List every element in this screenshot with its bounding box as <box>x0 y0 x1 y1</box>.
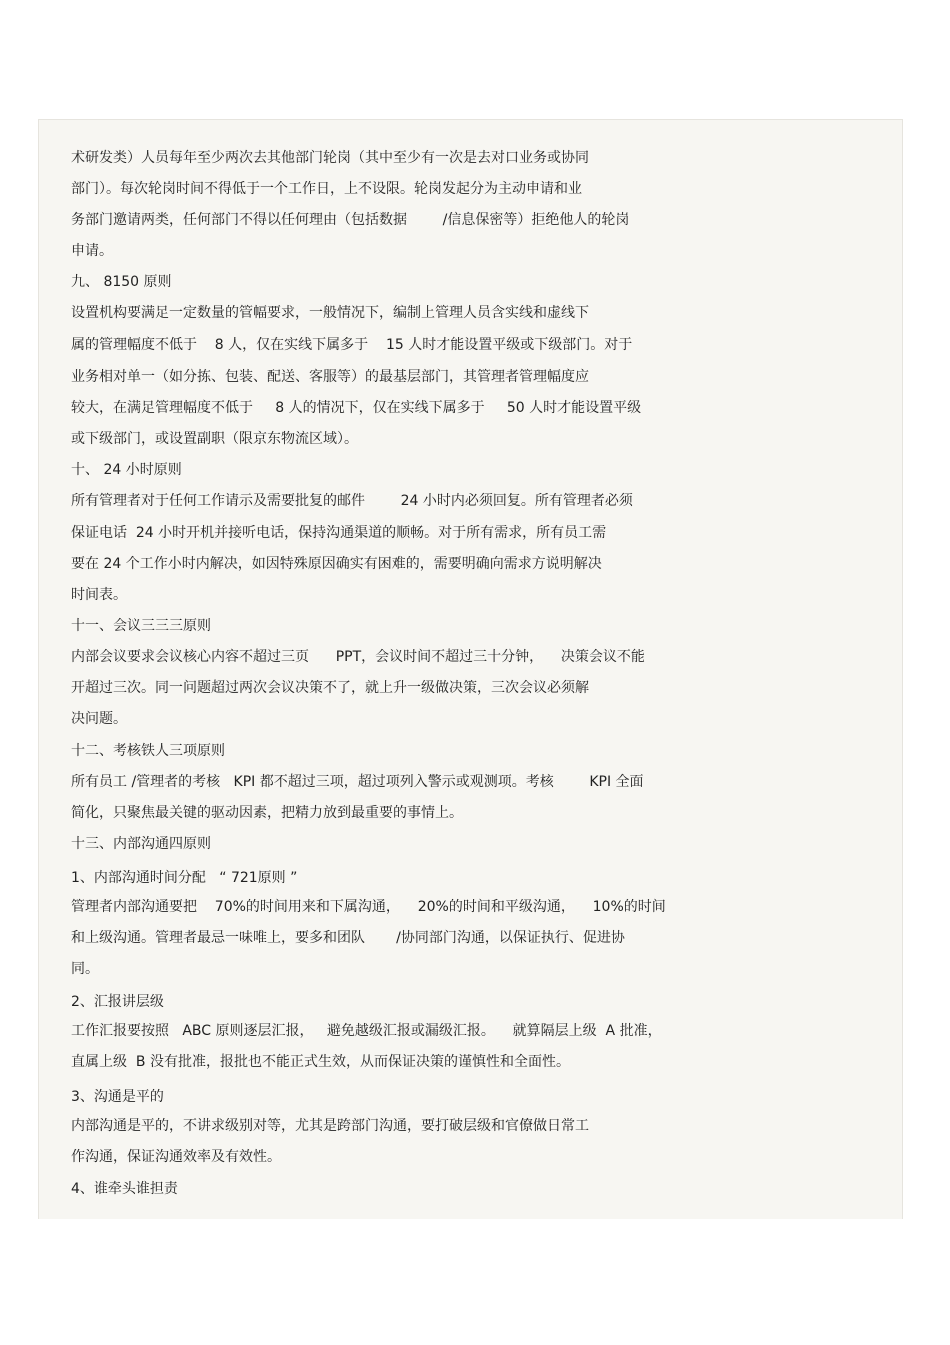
paragraph-line: 所有管理者对于任何工作请示及需要批复的邮件 24 小时内必须回复。所有管理者必须 <box>71 493 633 509</box>
paragraph-line: 务部门邀请两类，任何部门不得以任何理由（包括数据 /信息保密等）拒绝他人的轮岗 <box>71 212 630 228</box>
section-heading: 十三、内部沟通四原则 <box>71 836 211 852</box>
paragraph-line: 所有员工 /管理者的考核 KPI 都不超过三项，超过项列入警示或观测项。考核 KPI 全面 <box>71 774 644 790</box>
paragraph-line: 设置机构要满足一定数量的管幅要求，一般情况下，编制上管理人员含实线和虚线下 <box>71 305 589 321</box>
document-page <box>38 119 903 1219</box>
section-heading: 十二、考核铁人三项原则 <box>71 743 225 759</box>
paragraph-line: 保证电话 24 小时开机并接听电话，保持沟通渠道的顺畅。对于所有需求，所有员工需 <box>71 525 607 541</box>
section-heading: 十一、会议三三三原则 <box>71 618 211 634</box>
paragraph-line: 业务相对单一（如分拣、包装、配送、客服等）的最基层部门，其管理者管理幅度应 <box>71 369 589 385</box>
paragraph-line: 时间表。 <box>71 587 127 603</box>
paragraph-line: 决问题。 <box>71 711 127 727</box>
subsection-heading: 1、内部沟通时间分配 “ 721原则 ” <box>71 870 298 886</box>
subsection-heading: 3、沟通是平的 <box>71 1089 164 1105</box>
paragraph-line: 申请。 <box>71 243 113 259</box>
paragraph-line: 管理者内部沟通要把 70%的时间用来和下属沟通， 20%的时间和平级沟通， 10%的时间 <box>71 899 666 915</box>
paragraph-line: 属的管理幅度不低于 8 人，仅在实线下属多于 15 人时才能设置平级或下级部门。对于 <box>71 337 633 353</box>
paragraph-line: 部门）。每次轮岗时间不得低于一个工作日，上不设限。轮岗发起分为主动申请和业 <box>71 181 582 197</box>
paragraph-line: 术研发类）人员每年至少两次去其他部门轮岗（其中至少有一次是去对口业务或协同 <box>71 150 589 166</box>
paragraph-line: 要在 24 个工作小时内解决，如因特殊原因确实有困难的，需要明确向需求方说明解决 <box>71 556 602 572</box>
paragraph-line: 开超过三次。同一问题超过两次会议决策不了，就上升一级做决策，三次会议必须解 <box>71 680 589 696</box>
section-heading: 九、 8150 原则 <box>71 274 172 290</box>
paragraph-line: 工作汇报要按照 ABC 原则逐层汇报， 避免越级汇报或漏级汇报。 就算隔层上级 A 批准， <box>71 1023 662 1039</box>
paragraph-line: 直属上级 B 没有批准，报批也不能正式生效，从而保证决策的谨慎性和全面性。 <box>71 1054 570 1070</box>
paragraph-line: 作沟通，保证沟通效率及有效性。 <box>71 1149 281 1165</box>
paragraph-line: 较大，在满足管理幅度不低于 8 人的情况下，仅在实线下属多于 50 人时才能设置平级 <box>71 400 642 416</box>
section-heading: 十、 24 小时原则 <box>71 462 182 478</box>
paragraph-line: 简化，只聚焦最关键的驱动因素，把精力放到最重要的事情上。 <box>71 805 463 821</box>
paragraph-line: 和上级沟通。管理者最忌一味唯上，要多和团队 /协同部门沟通，以保证执行、促进协 <box>71 930 625 946</box>
paragraph-line: 内部会议要求会议核心内容不超过三页 PPT，会议时间不超过三十分钟， 决策会议不能 <box>71 649 645 665</box>
subsection-heading: 4、谁牵头谁担责 <box>71 1181 178 1197</box>
subsection-heading: 2、汇报讲层级 <box>71 994 164 1010</box>
paragraph-line: 或下级部门，或设置副职（限京东物流区域）。 <box>71 431 358 447</box>
paragraph-line: 同。 <box>71 961 99 977</box>
paragraph-line: 内部沟通是平的，不讲求级别对等，尤其是跨部门沟通，要打破层级和官僚做日常工 <box>71 1118 589 1134</box>
